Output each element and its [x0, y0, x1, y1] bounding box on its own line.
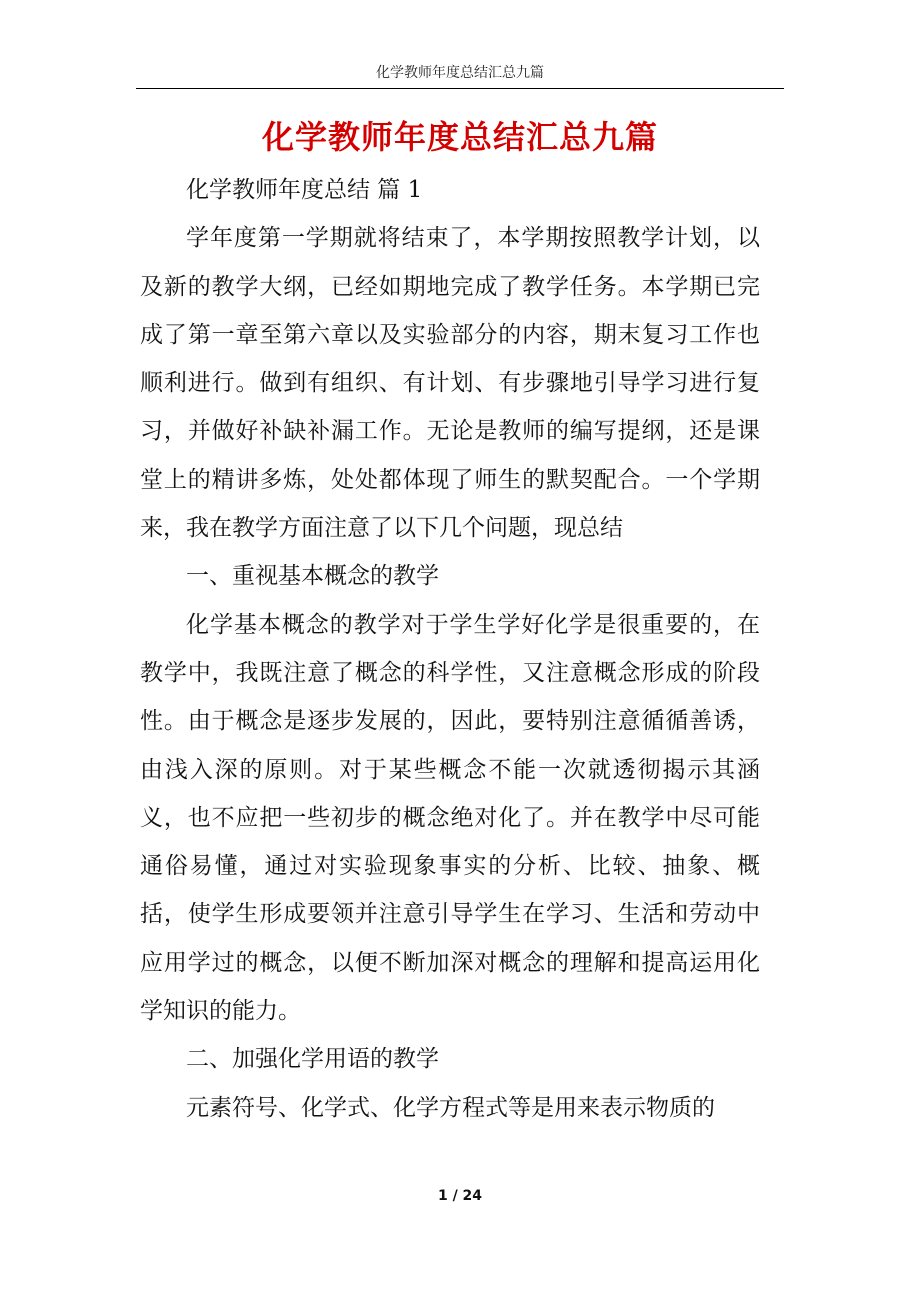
running-header: 化学教师年度总结汇总九篇 [376, 65, 544, 81]
paragraph: 学年度第一学期就将结束了，本学期按照教学计划，以及新的教学大纲，已经如期地完成了教学任务。本学期已完成了第一章至第六章以及实验部分的内容，期末复习工作也顺利进行。做到有组织、有计划、有步骤地引导学习进行复习，并做好补缺补漏工作。无论是教师的编写提纲，还是课堂上的精讲多炼，处处都体现了师生的默契配合。一个学期来，我在教学方面注意了以下几个问题，现总结 [140, 225, 760, 542]
subheading: 二、加强化学用语的教学 [186, 1046, 439, 1073]
header-divider [136, 88, 784, 89]
section-heading: 化学教师年度总结 篇 1 [186, 177, 423, 203]
page-number: 1 / 24 [437, 1188, 483, 1204]
paragraph: 化学基本概念的教学对于学生学好化学是很重要的，在教学中，我既注意了概念的科学性，又注意概念形成的阶段性。由于概念是逐步发展的，因此，要特别注意循循善诱，由浅入深的原则。对于某些概念不能一次就透彻揭示其涵义，也不应把一些初步的概念绝对化了。并在教学中尽可能通俗易懂，通过对实验现象事实的分析、比较、抽象、概括，使学生形成要领并注意引导学生在学习、生活和劳动中应用学过的概念，以便不断加深对概念的理解和提高运用化学知识的能力。 [140, 611, 760, 1025]
paragraph: 元素符号、化学式、化学方程式等是用来表示物质的 [186, 1094, 715, 1121]
subheading: 一、重视基本概念的教学 [186, 563, 439, 590]
document-title: 化学教师年度总结汇总九篇 [261, 118, 658, 156]
document-body [140, 166, 760, 1132]
